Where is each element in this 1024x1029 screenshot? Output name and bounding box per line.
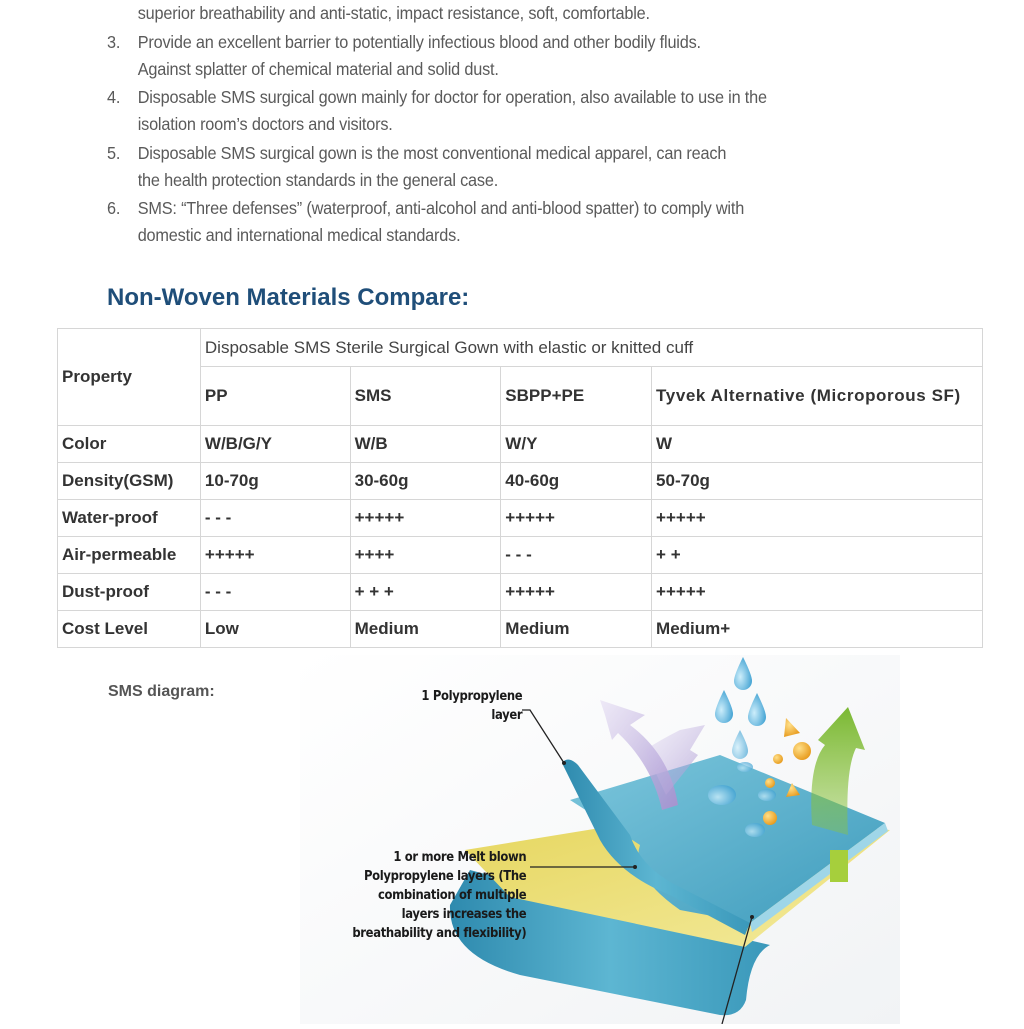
table-cell: +++++	[501, 500, 652, 537]
row-label: Color	[58, 426, 201, 463]
sms-diagram	[300, 655, 900, 1024]
table-cell: + + +	[350, 574, 501, 611]
table-row-air-permeable	[58, 537, 983, 574]
table-cell: - - -	[200, 574, 350, 611]
feature-text: the health protection standards in the general case.	[137, 170, 499, 190]
callout-text: Polypropylene layers (The	[363, 868, 526, 884]
diagram-label: SMS diagram:	[108, 683, 215, 700]
callout-dot	[633, 865, 637, 869]
table-cell: +++++	[652, 574, 983, 611]
table-cell: W/B	[350, 426, 501, 463]
callout-top-layer	[421, 687, 522, 725]
feature-number: 4.	[107, 87, 121, 107]
column-header-sbpp-pe: SBPP+PE	[501, 367, 652, 426]
callout-text: 1 Polypropylene	[421, 688, 522, 704]
feature-number: 6.	[107, 198, 121, 218]
water-bead-icon	[745, 823, 765, 837]
callout-dot	[562, 761, 566, 765]
table-row-density	[58, 463, 983, 500]
table-cell: - - -	[501, 537, 652, 574]
column-header-pp: PP	[200, 367, 350, 426]
feature-item-2-continuation	[138, 0, 650, 28]
table-cell: +++++	[652, 500, 983, 537]
feature-text: Disposable SMS surgical gown mainly for doctor for operation, also available to use in the	[137, 87, 767, 107]
feature-text: domestic and international medical standards.	[137, 225, 461, 245]
row-label: Cost Level	[58, 611, 201, 648]
table-row-water-proof	[58, 500, 983, 537]
table-row-dust-proof	[58, 574, 983, 611]
feature-number: 5.	[107, 143, 121, 163]
dust-particle-icon	[793, 742, 811, 760]
water-bead-icon	[708, 785, 736, 805]
table-row-color	[58, 426, 983, 463]
callout-text: 1 or more Melt blown	[393, 849, 526, 865]
table-cell: 30-60g	[350, 463, 501, 500]
dust-particle-icon	[763, 811, 777, 825]
feature-text: Against splatter of chemical material and solid dust.	[137, 59, 499, 79]
callout-text: layer	[491, 707, 522, 723]
feature-text: Provide an excellent barrier to potentially infectious blood and other bodily fluids.	[137, 32, 701, 52]
table-cell: Medium	[501, 611, 652, 648]
table-header-row	[58, 329, 983, 367]
feature-number: 3.	[107, 32, 121, 52]
table-cell: ++++	[350, 537, 501, 574]
table-cell: Low	[200, 611, 350, 648]
table-row-cost-level	[58, 611, 983, 648]
feature-text: Disposable SMS surgical gown is the most conventional medical apparel, can reach	[137, 143, 727, 163]
row-label: Dust-proof	[58, 574, 201, 611]
feature-text: superior breathability and anti-static, impact resistance, soft, comfortable.	[137, 3, 650, 23]
table-cell: + +	[652, 537, 983, 574]
feature-text: isolation room’s doctors and visitors.	[137, 114, 393, 134]
feature-text: SMS: “Three defenses” (waterproof, anti-alcohol and anti-blood spatter) to comply with	[137, 198, 745, 218]
callout-text: combination of multiple	[377, 887, 526, 903]
table-cell: 50-70g	[652, 463, 983, 500]
dust-particle-icon	[765, 778, 775, 788]
callout-text: breathability and flexibility)	[352, 925, 526, 941]
table-cell: W/B/G/Y	[200, 426, 350, 463]
sms-diagram-illustration	[300, 655, 900, 1024]
group-header: Disposable SMS Sterile Surgical Gown with elastic or knitted cuff	[200, 329, 982, 367]
water-bead-icon	[737, 762, 753, 772]
row-label: Air-permeable	[58, 537, 201, 574]
table-cell: +++++	[501, 574, 652, 611]
table-cell: +++++	[350, 500, 501, 537]
table-cell: W/Y	[501, 426, 652, 463]
callout-melt-blown	[352, 848, 526, 943]
column-header-tyvek-alternative: Tyvek Alternative (Microporous SF)	[652, 367, 983, 426]
materials-comparison-table	[57, 328, 983, 648]
table-cell: Medium+	[652, 611, 983, 648]
table-cell: 10-70g	[200, 463, 350, 500]
table-cell: - - -	[200, 500, 350, 537]
table-cell: +++++	[200, 537, 350, 574]
table-cell: W	[652, 426, 983, 463]
air-out-arrow-tail	[830, 850, 848, 882]
column-header-sms: SMS	[350, 367, 501, 426]
property-header: Property	[58, 329, 201, 426]
row-label: Density(GSM)	[58, 463, 201, 500]
table-cell: Medium	[350, 611, 501, 648]
row-label: Water-proof	[58, 500, 201, 537]
table-cell: 40-60g	[501, 463, 652, 500]
dust-particle-icon	[773, 754, 783, 764]
callout-dot	[750, 915, 754, 919]
section-title: Non-Woven Materials Compare:	[107, 284, 470, 311]
water-bead-icon	[758, 789, 776, 801]
callout-text: layers increases the	[401, 906, 526, 922]
